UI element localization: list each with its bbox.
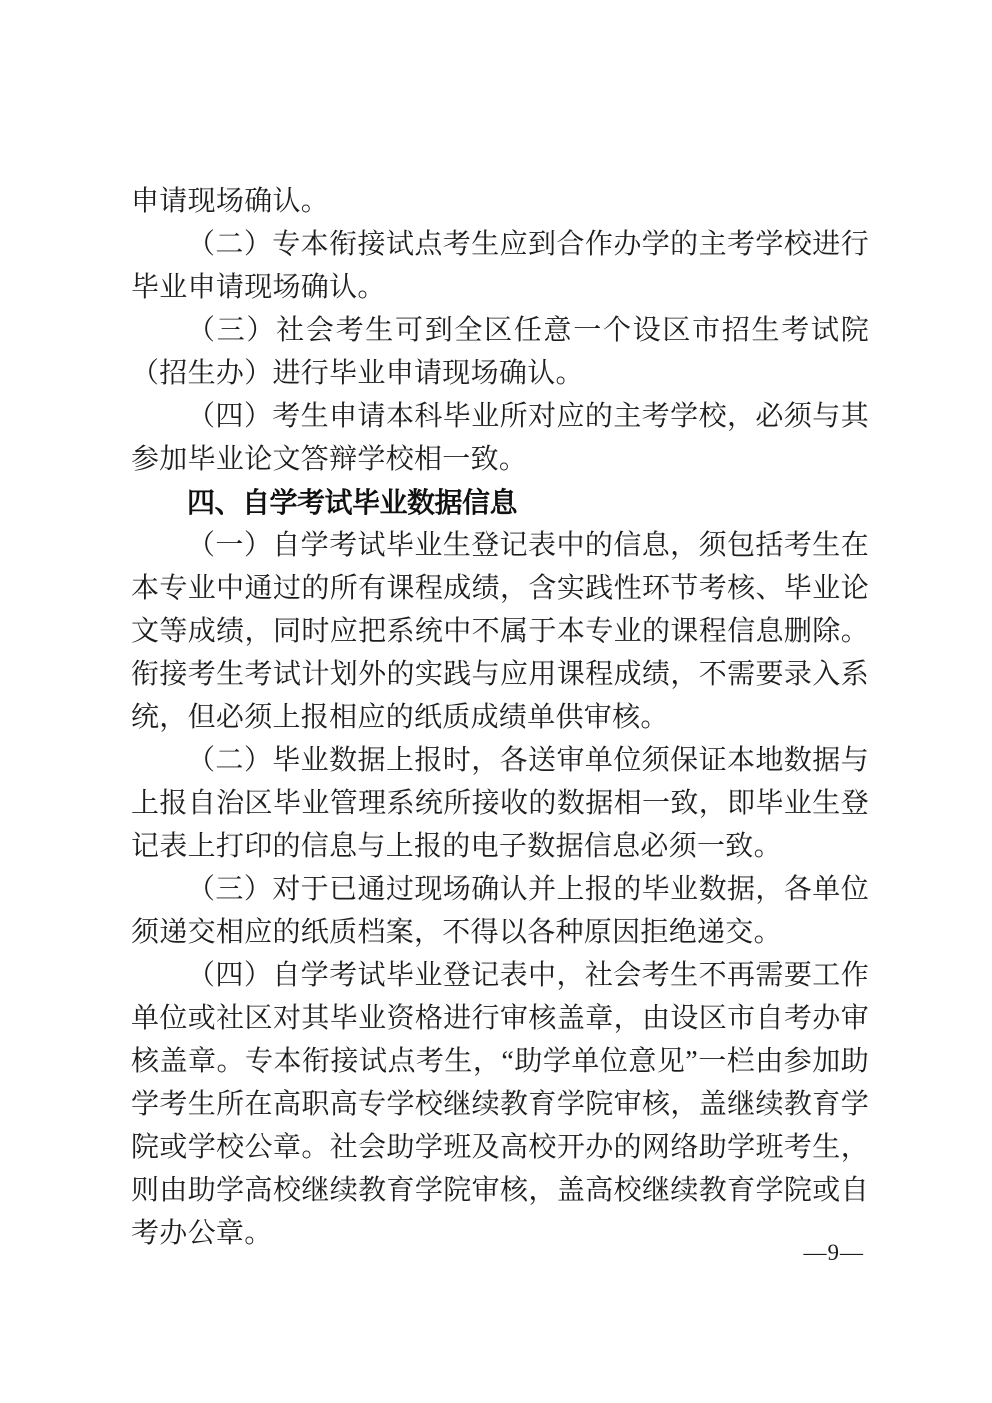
body-paragraph: （一）自学考试毕业生登记表中的信息，须包括考生在本专业中通过的所有课程成绩，含实践性环节考核、毕业论文等成绩，同时应把系统中不属于本专业的课程信息删除。衔接考生考试计划外的实践与应用课程成绩，不需要录入系统，但必须上报相应的纸质成绩单供审核。: [131, 530, 869, 733]
body-paragraph-continuation: 申请现场确认。: [131, 186, 330, 217]
body-paragraph: （二）专本衔接试点考生应到合作办学的主考学校进行毕业申请现场确认。: [131, 229, 869, 303]
body-paragraph: （三）社会考生可到全区任意一个设区市招生考试院（招生办）进行毕业申请现场确认。: [131, 315, 869, 389]
section-heading: 四、自学考试毕业数据信息: [187, 486, 518, 519]
document-body: [131, 180, 869, 1255]
body-paragraph: （四）自学考试毕业登记表中，社会考生不再需要工作单位或社区对其毕业资格进行审核盖章，由设区市自考办审核盖章。专本衔接试点考生，“助学单位意见”一栏由参加助学考生所在高职高专学校继续教育学院审核，盖继续教育学院或学校公章。社会助学班及高校开办的网络助学班考生，则由助学高校继续教育学院审核，盖高校继续教育学院或自考办公章。: [131, 960, 869, 1249]
body-paragraph: （四）考生申请本科毕业所对应的主考学校，必须与其参加毕业论文答辩学校相一致。: [131, 401, 869, 475]
body-paragraph: （二）毕业数据上报时，各送审单位须保证本地数据与上报自治区毕业管理系统所接收的数据相一致，即毕业生登记表上打印的信息与上报的电子数据信息必须一致。: [131, 745, 869, 862]
page-number: —9—: [803, 1240, 864, 1265]
body-paragraph: （三）对于已通过现场确认并上报的毕业数据，各单位须递交相应的纸质档案，不得以各种原因拒绝递交。: [131, 874, 869, 948]
